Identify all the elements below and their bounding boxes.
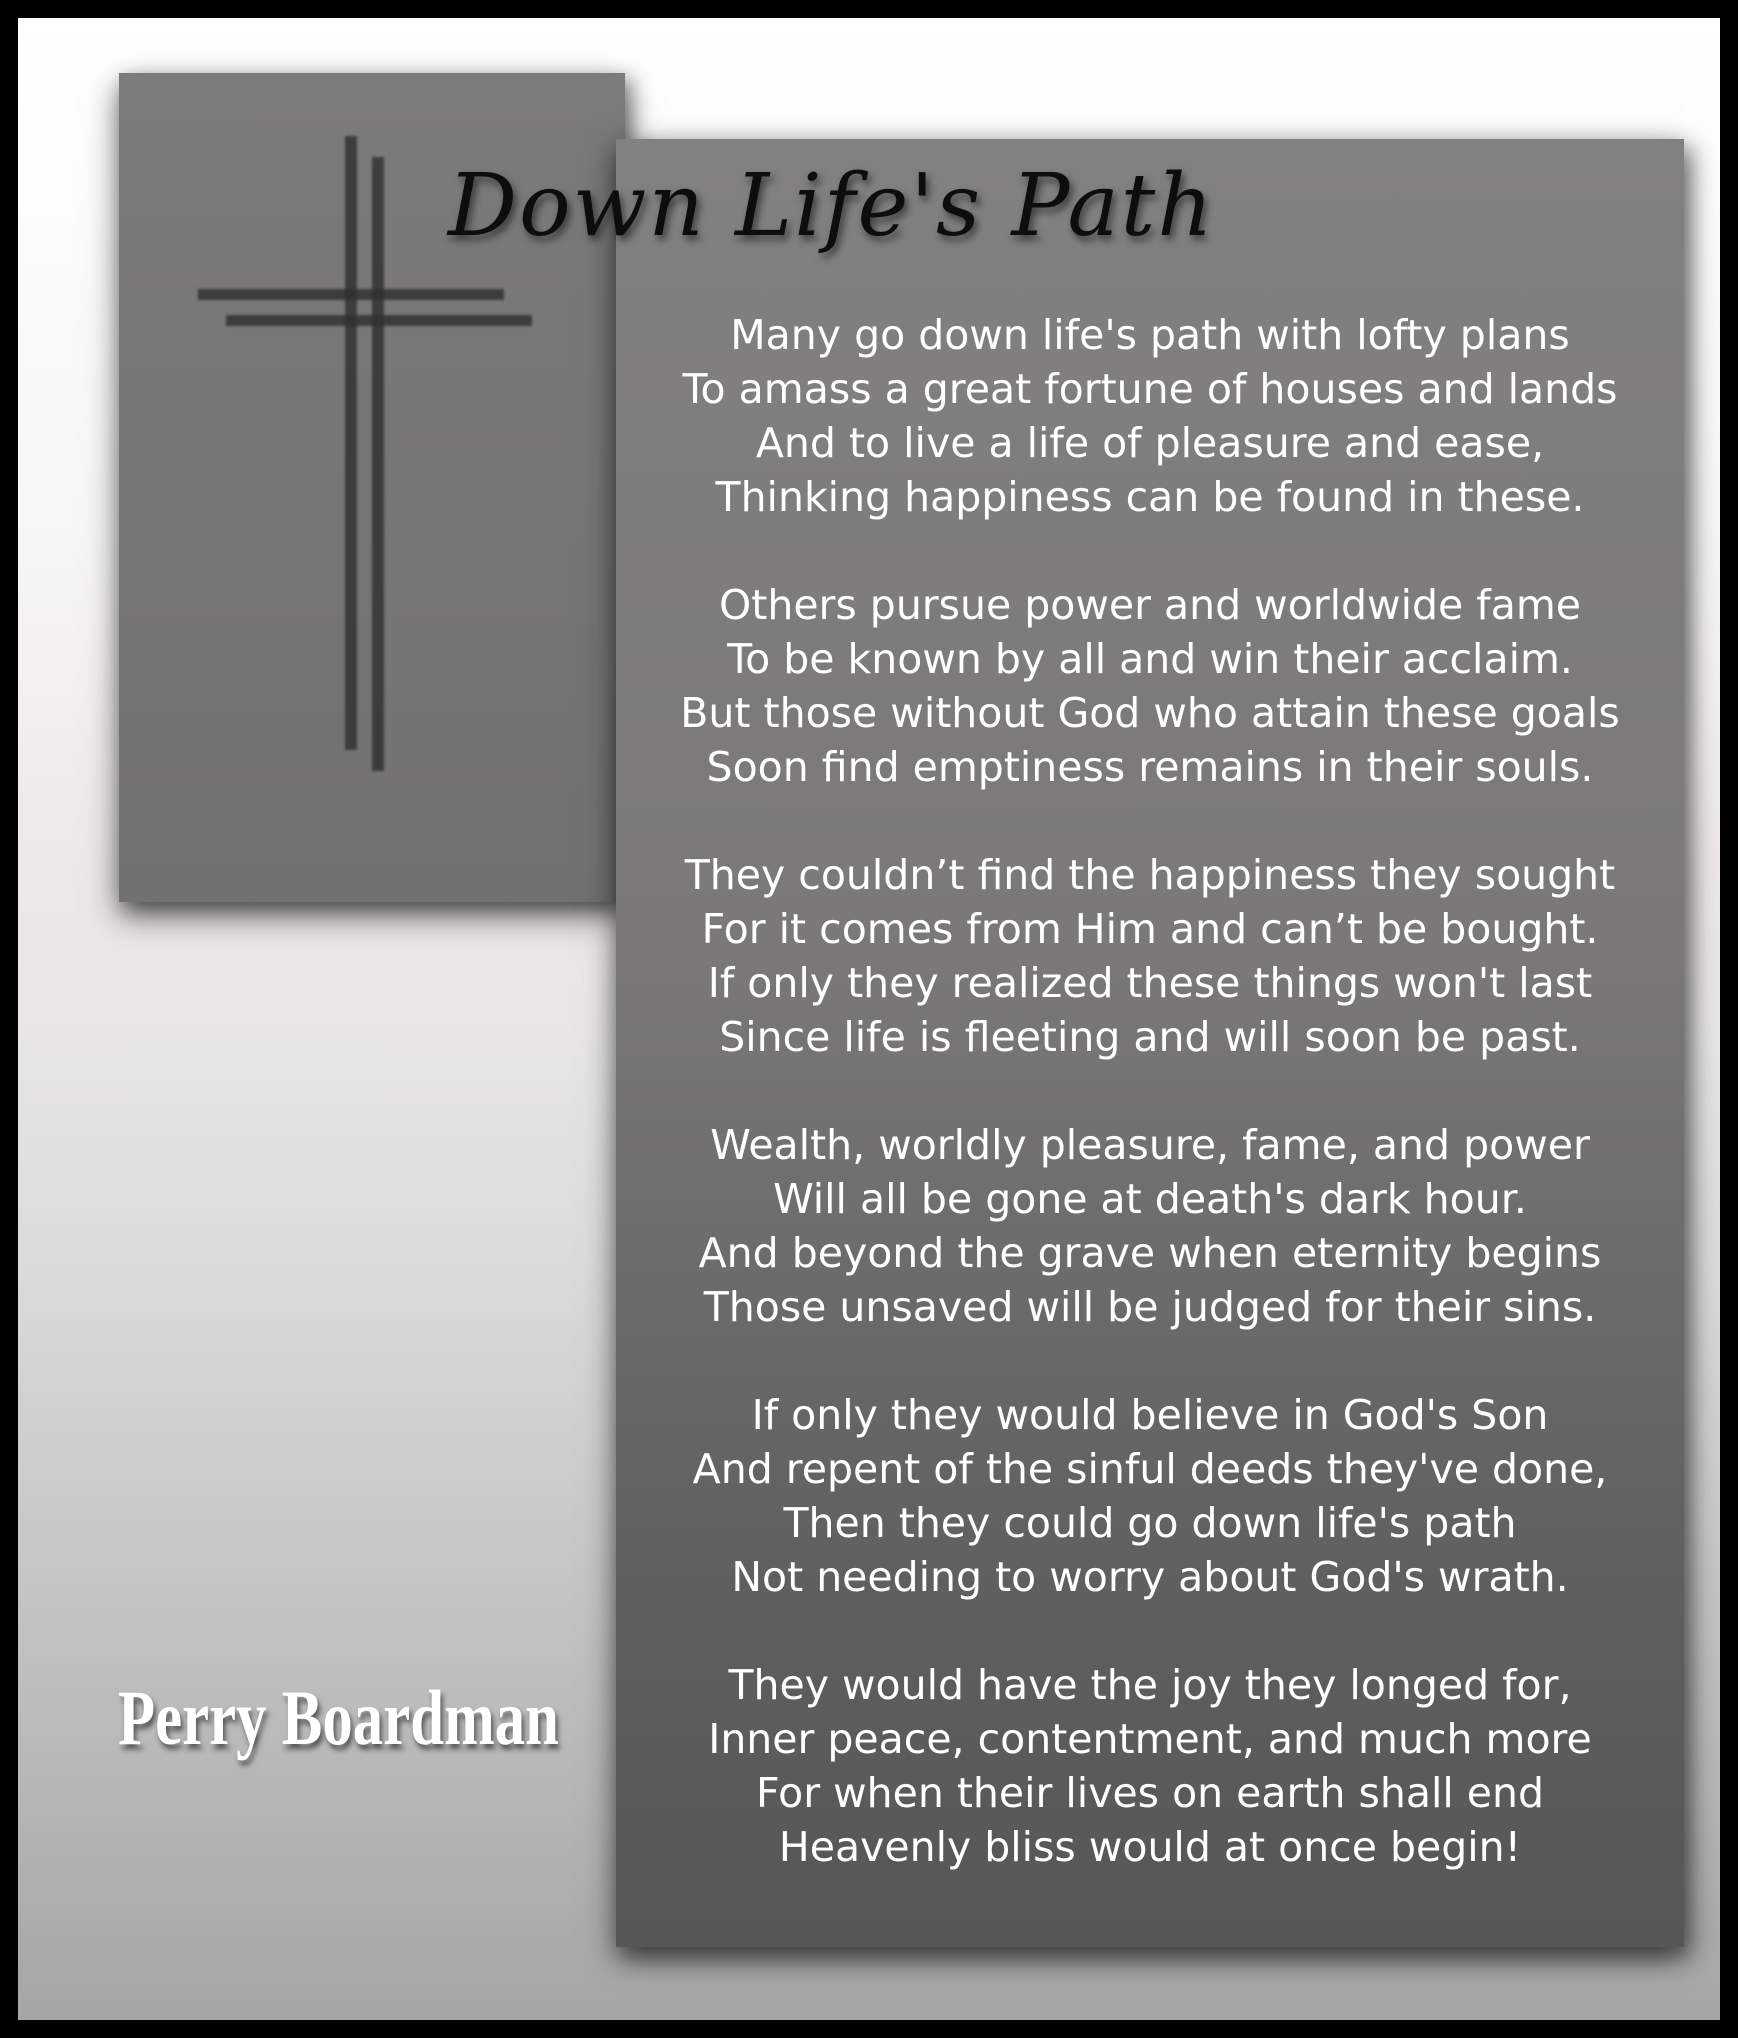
poem-line: Then they could go down life's path: [783, 1499, 1517, 1547]
poem-line: Those unsaved will be judged for their sins.: [703, 1283, 1597, 1331]
poem-line: For when their lives on earth shall end: [755, 1769, 1544, 1817]
stanza: [636, 1658, 1664, 1874]
poem-body: [636, 308, 1664, 1874]
poem-line: They couldn’t find the happiness they sought: [684, 851, 1616, 899]
poem-line: Heavenly bliss would at once begin!: [778, 1823, 1522, 1871]
stanza: [636, 578, 1664, 794]
poem-line: Not needing to worry about God's wrath.: [731, 1553, 1569, 1601]
poem-line: To amass a great fortune of houses and lands: [682, 365, 1618, 413]
poem-line: If only they would believe in God's Son: [751, 1391, 1549, 1439]
stanza: [636, 1118, 1664, 1334]
poem-line: Inner peace, contentment, and much more: [708, 1715, 1592, 1763]
author-name: Perry Boardman: [118, 1674, 560, 1761]
stanza: [636, 308, 1664, 524]
poem-line: And repent of the sinful deeds they've done,: [692, 1445, 1608, 1493]
poem-line: Thinking happiness can be found in these.: [715, 473, 1585, 521]
poem-line: Wealth, worldly pleasure, fame, and power: [710, 1121, 1590, 1169]
poem-line: Others pursue power and worldwide fame: [718, 581, 1582, 629]
poem-line: And to live a life of pleasure and ease,: [755, 419, 1545, 467]
poem-line: Soon find emptiness remains in their souls.: [706, 743, 1594, 791]
poster-frame: [18, 18, 1720, 2020]
poem-line: But those without God who attain these goals: [680, 689, 1620, 737]
poem-line: To be known by all and win their acclaim.: [727, 635, 1573, 683]
poem-line: Will all be gone at death's dark hour.: [773, 1175, 1527, 1223]
poem-line: Many go down life's path with lofty plans: [730, 311, 1570, 359]
poem-line: They would have the joy they longed for,: [728, 1661, 1572, 1709]
stanza: [636, 1388, 1664, 1604]
poem-line: If only they realized these things won't last: [707, 959, 1593, 1007]
poem-line: And beyond the grave when eternity begins: [698, 1229, 1602, 1277]
poem-line: Since life is fleeting and will soon be past.: [719, 1013, 1581, 1061]
poem-line: For it comes from Him and can’t be bought.: [701, 905, 1599, 953]
stanza: [636, 848, 1664, 1064]
poem-title: Down Life's Path: [448, 156, 1215, 256]
